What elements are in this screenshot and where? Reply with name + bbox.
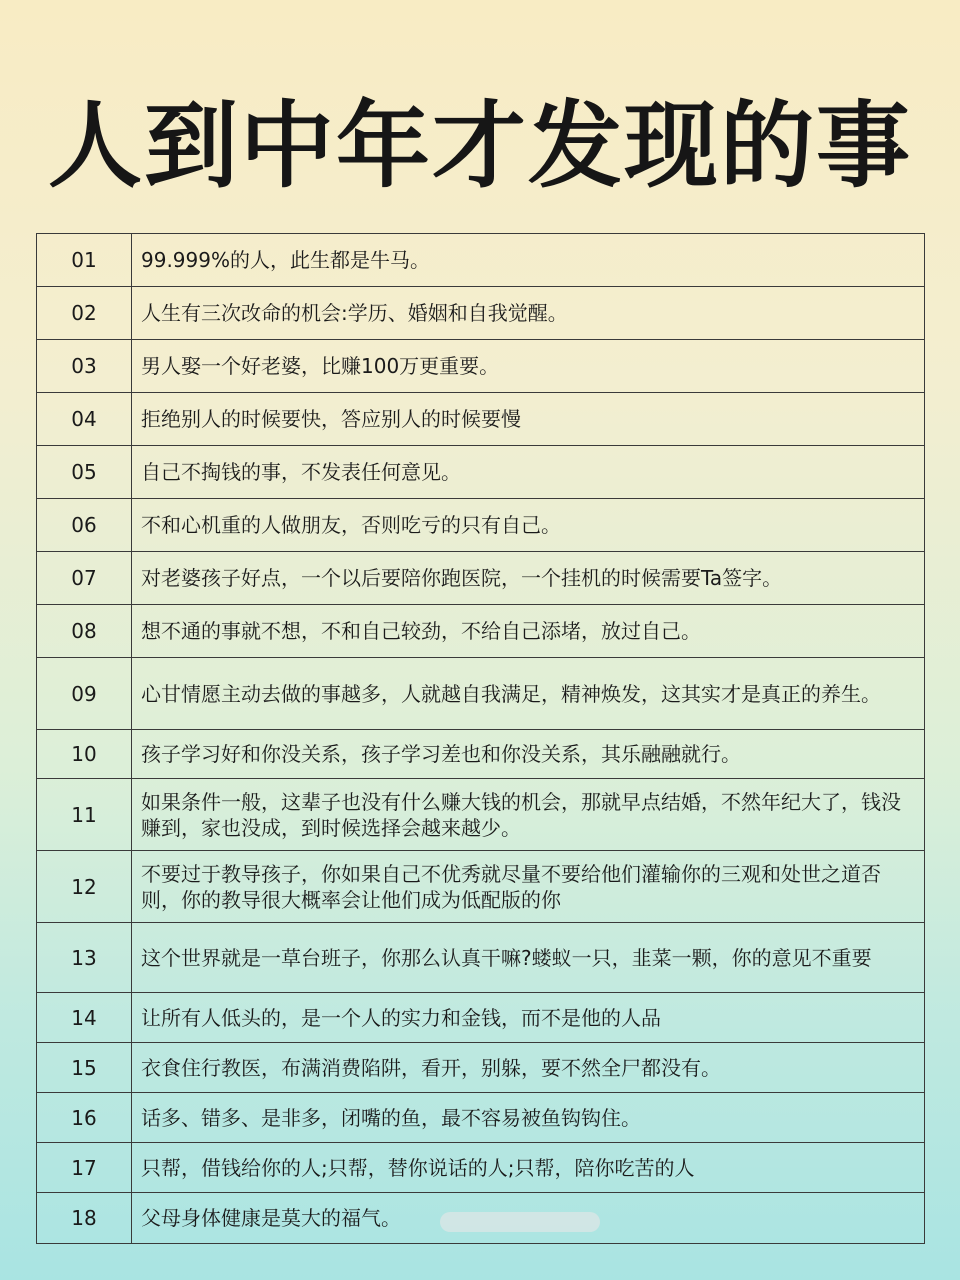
row-text: 如果条件一般，这辈子也没有什么赚大钱的机会，那就早点结婚，不然年纪大了，钱没赚到，家也没成，到时候选择会越来越少。 <box>132 779 925 851</box>
row-number: 03 <box>37 340 132 393</box>
row-text: 想不通的事就不想，不和自己较劲，不给自己添堵，放过自己。 <box>132 605 925 658</box>
row-text: 心甘情愿主动去做的事越多，人就越自我满足，精神焕发，这其实才是真正的养生。 <box>132 658 925 730</box>
table-row <box>37 446 925 499</box>
row-number: 04 <box>37 393 132 446</box>
table-row <box>37 552 925 605</box>
row-text: 让所有人低头的，是一个人的实力和金钱，而不是他的人品 <box>132 993 925 1043</box>
row-text: 衣食住行教医，布满消费陷阱，看开，别躲，要不然全尸都没有。 <box>132 1043 925 1093</box>
row-number: 18 <box>37 1193 132 1244</box>
table-row <box>37 499 925 552</box>
table-row <box>37 730 925 779</box>
row-text: 只帮，借钱给你的人;只帮，替你说话的人;只帮，陪你吃苦的人 <box>132 1143 925 1193</box>
row-text: 对老婆孩子好点，一个以后要陪你跑医院，一个挂机的时候需要Ta签字。 <box>132 552 925 605</box>
row-text: 这个世界就是一草台班子，你那么认真干嘛?蝼蚁一只，韭菜一颗，你的意见不重要 <box>132 923 925 993</box>
row-number: 07 <box>37 552 132 605</box>
table-row <box>37 658 925 730</box>
row-text: 孩子学习好和你没关系，孩子学习差也和你没关系，其乐融融就行。 <box>132 730 925 779</box>
row-number: 05 <box>37 446 132 499</box>
row-text: 父母身体健康是莫大的福气。 <box>132 1193 925 1244</box>
row-text: 99.999%的人，此生都是牛马。 <box>132 234 925 287</box>
row-text: 男人娶一个好老婆，比赚100万更重要。 <box>132 340 925 393</box>
table-row <box>37 393 925 446</box>
row-number: 17 <box>37 1143 132 1193</box>
row-text: 自己不掏钱的事，不发表任何意见。 <box>132 446 925 499</box>
table-row <box>37 605 925 658</box>
row-number: 14 <box>37 993 132 1043</box>
table-row <box>37 287 925 340</box>
row-text: 人生有三次改命的机会:学历、婚姻和自我觉醒。 <box>132 287 925 340</box>
row-number: 16 <box>37 1093 132 1143</box>
row-text: 不要过于教导孩子，你如果自己不优秀就尽量不要给他们灌输你的三观和处世之道否则，你的教导很大概率会让他们成为低配版的你 <box>132 851 925 923</box>
row-text: 不和心机重的人做朋友，否则吃亏的只有自己。 <box>132 499 925 552</box>
row-text: 话多、错多、是非多，闭嘴的鱼，最不容易被鱼钩钩住。 <box>132 1093 925 1143</box>
table-row <box>37 923 925 993</box>
table-row <box>37 1093 925 1143</box>
watermark-overlay <box>440 1212 600 1232</box>
table-row <box>37 851 925 923</box>
row-number: 08 <box>37 605 132 658</box>
row-number: 06 <box>37 499 132 552</box>
row-number: 13 <box>37 923 132 993</box>
table-row <box>37 1143 925 1193</box>
list-table <box>36 233 925 1244</box>
table-row <box>37 779 925 851</box>
row-number: 01 <box>37 234 132 287</box>
row-number: 11 <box>37 779 132 851</box>
row-number: 09 <box>37 658 132 730</box>
table-row <box>37 1043 925 1093</box>
table-row <box>37 993 925 1043</box>
row-number: 15 <box>37 1043 132 1093</box>
row-text: 拒绝别人的时候要快，答应别人的时候要慢 <box>132 393 925 446</box>
table-row <box>37 340 925 393</box>
row-number: 12 <box>37 851 132 923</box>
row-number: 10 <box>37 730 132 779</box>
table-row <box>37 234 925 287</box>
row-number: 02 <box>37 287 132 340</box>
page-title: 人到中年才发现的事 <box>47 92 912 201</box>
